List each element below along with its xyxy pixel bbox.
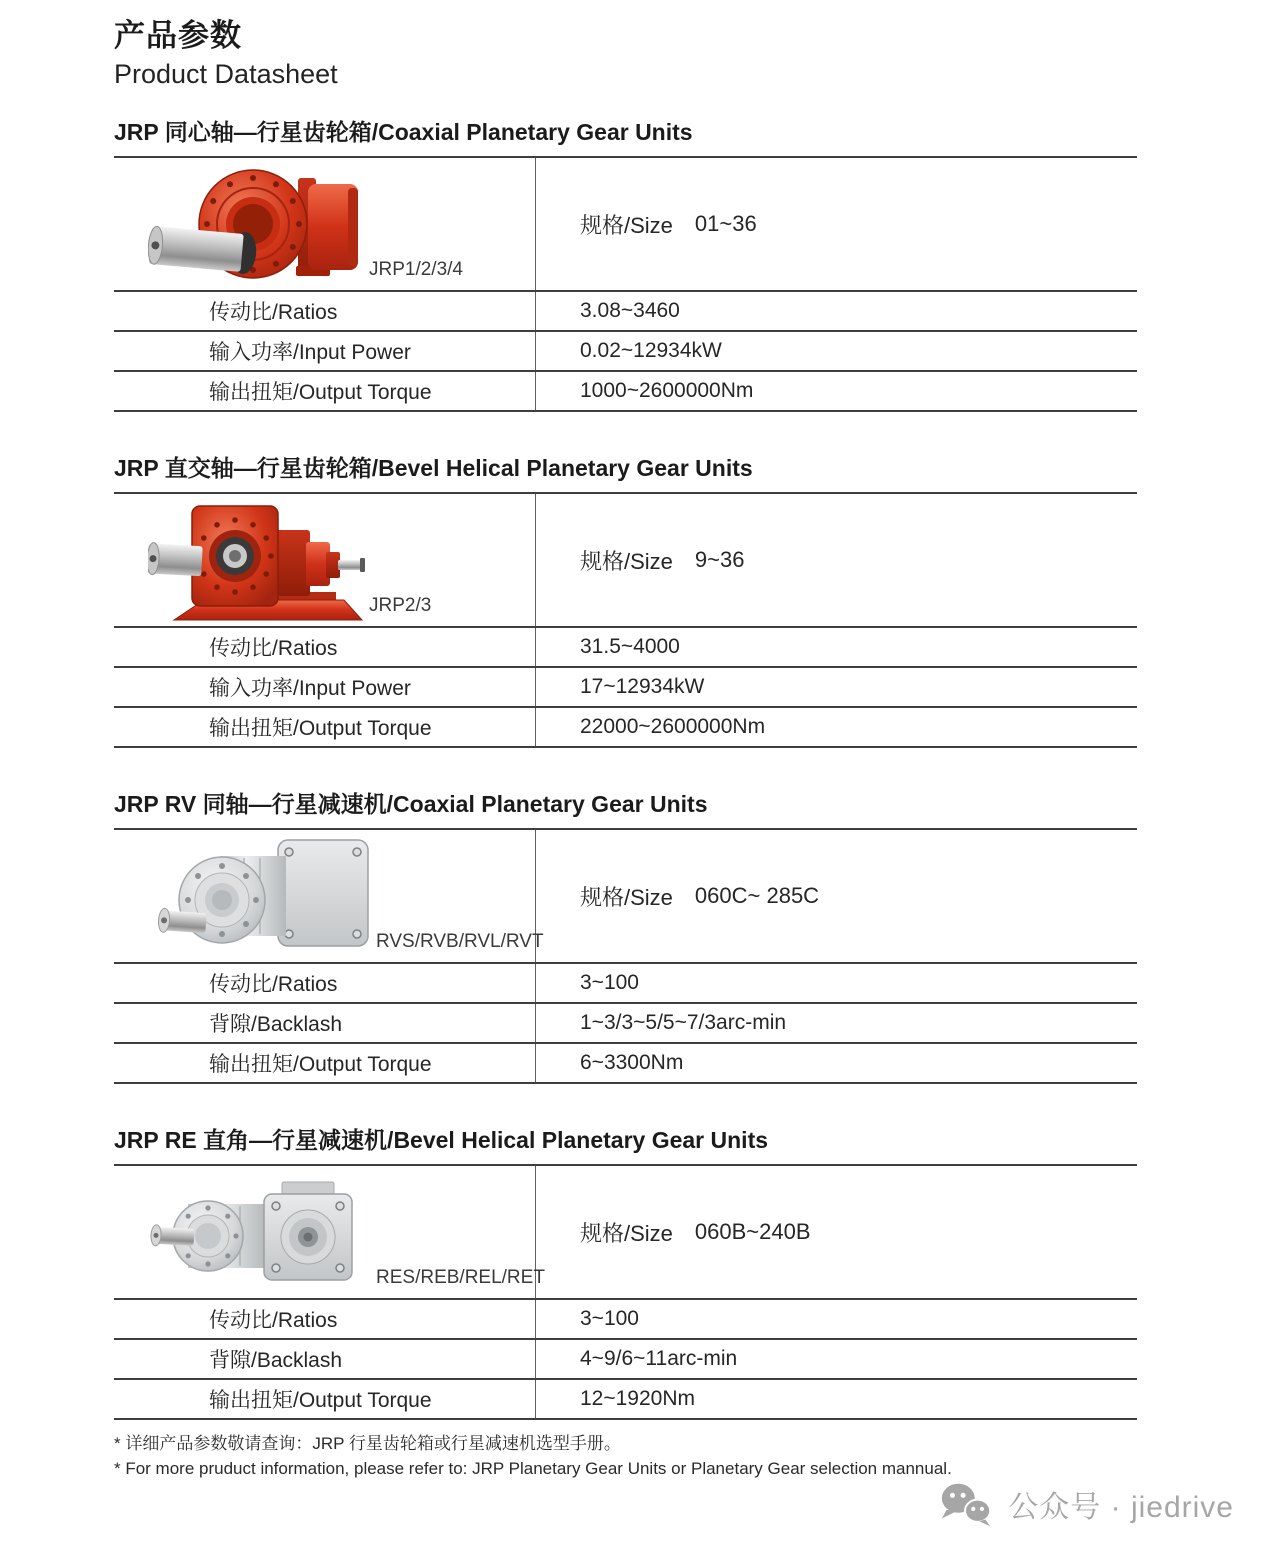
row-label: 传动比/Ratios	[209, 973, 338, 996]
table-row	[114, 1002, 1137, 1042]
row-value: 22000~2600000Nm	[580, 715, 766, 738]
row-label: 背隙/Backlash	[209, 1349, 343, 1372]
wechat-account-text: 公众号 · jiedrive	[1008, 1491, 1234, 1524]
size-cell	[536, 830, 1137, 962]
row-value: 3~100	[580, 1307, 639, 1330]
row-label: 传动比/Ratios	[209, 1309, 338, 1332]
product-model-label: JRP2/3	[369, 595, 432, 616]
row-label: 传动比/Ratios	[209, 637, 338, 660]
table-row	[114, 962, 1137, 1002]
section-heading: JRP RE 直角—行星减速机/Bevel Helical Planetary Gear Units	[114, 1127, 769, 1153]
size-cell	[536, 494, 1137, 626]
table-row	[114, 1338, 1137, 1378]
row-label: 输入功率/Input Power	[209, 341, 411, 364]
section-jrp-re	[114, 1122, 1137, 1420]
product-image-cell	[114, 830, 544, 962]
table-row	[114, 1378, 1137, 1418]
spec-table	[114, 828, 1137, 1084]
row-label: 输出扭矩/Output Torque	[209, 1053, 432, 1076]
table-row	[114, 1298, 1137, 1338]
product-image-bevel-planetary-red	[148, 500, 378, 625]
row-value: 4~9/6~11arc-min	[580, 1347, 738, 1370]
section-heading: JRP RV 同轴—行星减速机/Coaxial Planetary Gear Units	[114, 791, 708, 817]
size-value: 9~36	[694, 547, 745, 572]
table-header-row	[114, 1166, 1137, 1298]
row-label: 输出扭矩/Output Torque	[209, 1389, 432, 1412]
row-value: 31.5~4000	[580, 635, 680, 658]
footnote-cn: * 详细产品参数敬请查询：JRP 行星齿轮箱或行星减速机选型手册。	[114, 1434, 621, 1453]
row-value: 3~100	[580, 971, 639, 994]
size-label: 规格/Size	[580, 548, 673, 574]
product-image-coaxial-servo-silver	[148, 836, 378, 961]
table-row	[114, 626, 1137, 666]
section-heading: JRP 直交轴—行星齿轮箱/Bevel Helical Planetary Gear Units	[114, 455, 753, 481]
spec-table	[114, 1164, 1137, 1420]
product-model-label: JRP1/2/3/4	[369, 259, 463, 280]
section-jrp-coaxial	[114, 114, 1137, 412]
product-image-right-angle-servo-silver	[148, 1172, 378, 1297]
section-jrp-rv	[114, 786, 1137, 1084]
row-value: 0.02~12934kW	[580, 339, 722, 362]
page-title-cn: 产品参数	[114, 18, 242, 53]
size-value: 060B~240B	[694, 1219, 811, 1244]
product-image-cell	[114, 1166, 545, 1298]
row-value: 1000~2600000Nm	[580, 379, 754, 402]
product-image-cell	[114, 158, 536, 290]
size-value: 01~36	[694, 211, 757, 236]
product-image-cell	[114, 494, 536, 626]
size-cell	[536, 1166, 1137, 1298]
row-value: 1~3/3~5/5~7/3arc-min	[580, 1011, 787, 1034]
section-heading: JRP 同心轴—行星齿轮箱/Coaxial Planetary Gear Units	[114, 119, 693, 145]
wechat-watermark	[937, 1480, 1234, 1528]
row-label: 输出扭矩/Output Torque	[209, 381, 432, 404]
table-header-row	[114, 494, 1137, 626]
product-model-label: RVS/RVB/RVL/RVT	[376, 931, 544, 952]
row-label: 传动比/Ratios	[209, 301, 338, 324]
row-value: 12~1920Nm	[580, 1387, 695, 1410]
size-cell	[536, 158, 1137, 290]
row-value: 6~3300Nm	[580, 1051, 684, 1074]
size-label: 规格/Size	[580, 1220, 673, 1246]
table-row	[114, 1042, 1137, 1082]
table-row	[114, 370, 1137, 410]
section-jrp-bevel	[114, 450, 1137, 748]
page-title-en: Product Datasheet	[114, 59, 338, 89]
size-label: 规格/Size	[580, 212, 673, 238]
spec-table	[114, 492, 1137, 748]
table-header-row	[114, 830, 1137, 962]
spec-table	[114, 156, 1137, 412]
size-value: 060C~ 285C	[694, 883, 820, 908]
footnote-en: * For more pruduct information, please refer to: JRP Planetary Gear Units or Planetary Gear selection mannual.	[114, 1459, 952, 1478]
table-header-row	[114, 158, 1137, 290]
table-row	[114, 290, 1137, 330]
footnotes	[114, 1431, 1137, 1481]
table-row	[114, 706, 1137, 746]
wechat-icon	[937, 1480, 995, 1528]
row-label: 背隙/Backlash	[209, 1013, 343, 1036]
row-value: 3.08~3460	[580, 299, 680, 322]
row-value: 17~12934kW	[580, 675, 705, 698]
product-model-label: RES/REB/REL/RET	[376, 1267, 545, 1288]
product-image-coaxial-planetary-red	[148, 164, 378, 289]
row-label: 输出扭矩/Output Torque	[209, 717, 432, 740]
table-row	[114, 666, 1137, 706]
table-row	[114, 330, 1137, 370]
row-label: 输入功率/Input Power	[209, 677, 411, 700]
size-label: 规格/Size	[580, 884, 673, 910]
